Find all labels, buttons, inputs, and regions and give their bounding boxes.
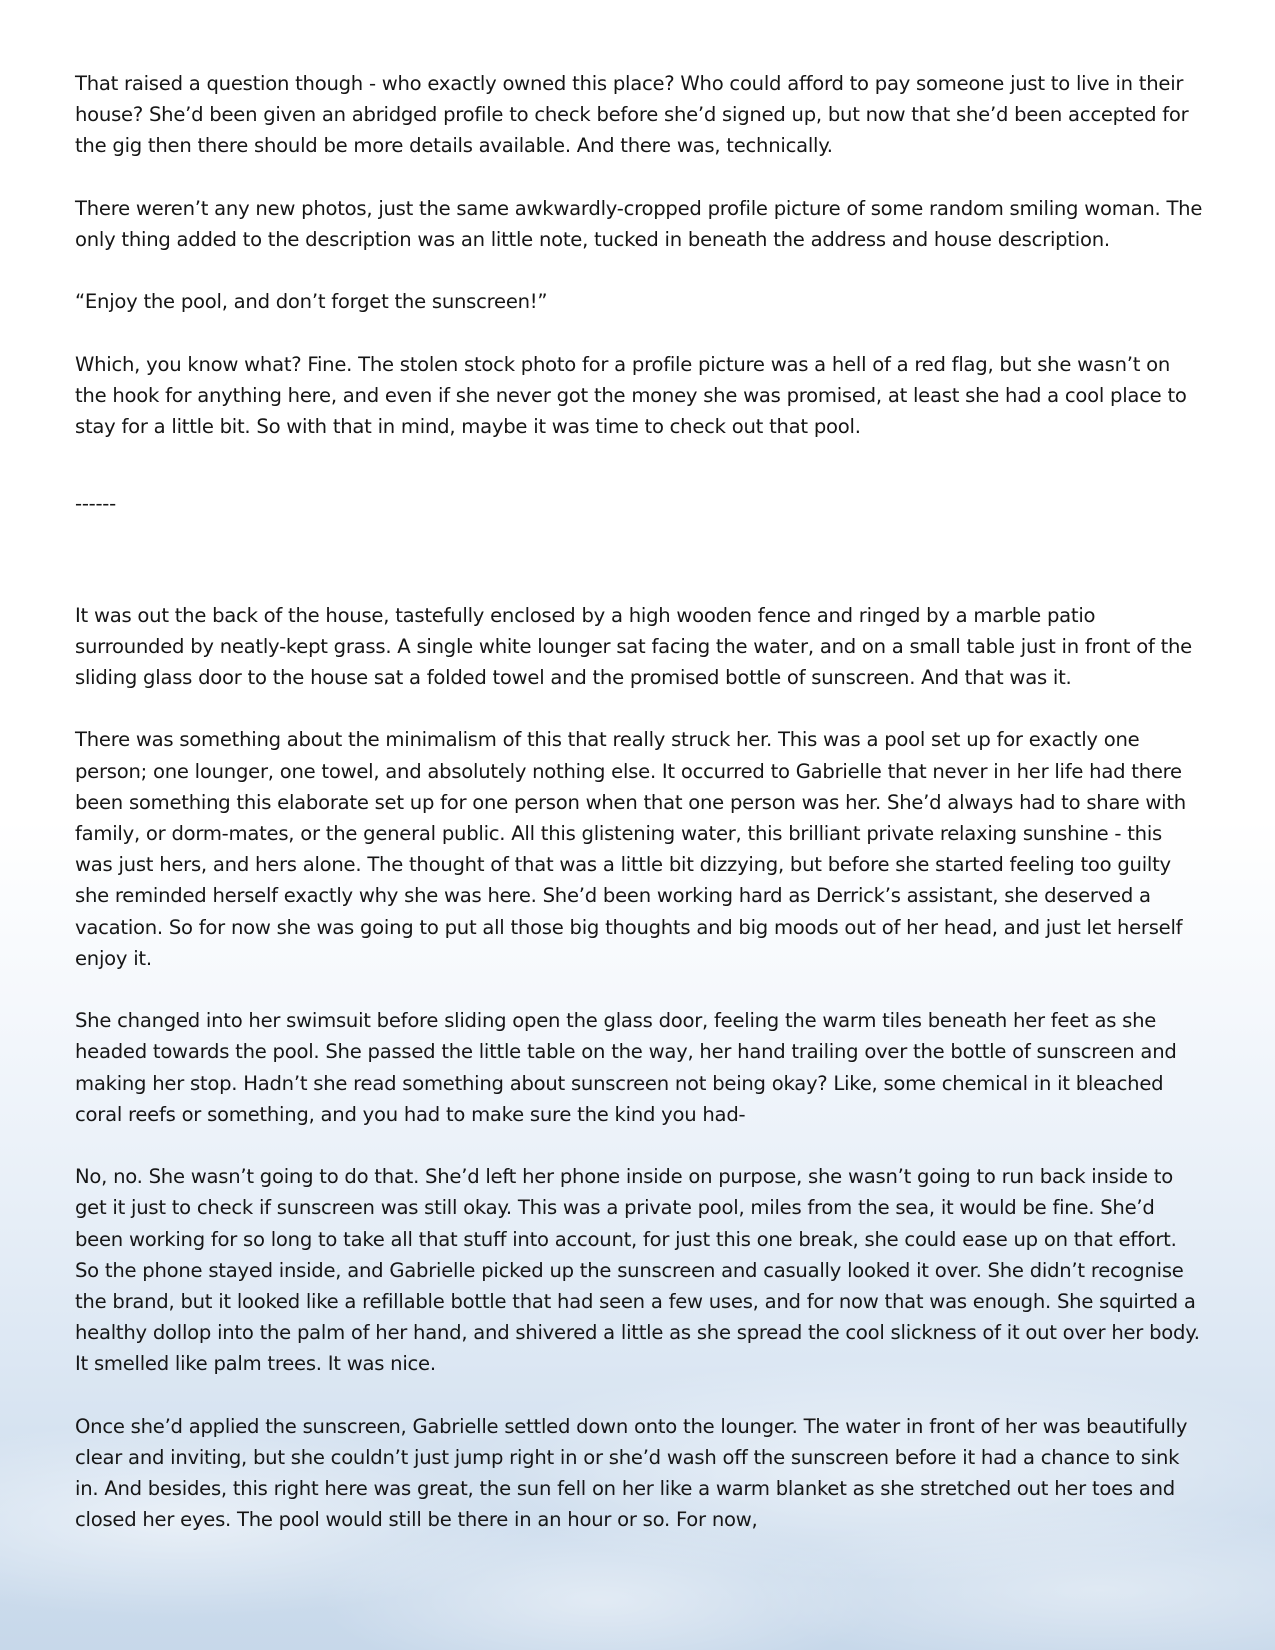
paragraph-9: Once she’d applied the sunscreen, Gabrielle settled down onto the lounger. The water in front of her was beautifully clear and inviting, but she couldn’t just jump right in or she’d wash off the sunscreen before it had a chance to sink in. And besides, this right here was great, the sun fell on her like a warm blanket as she stretched out her toes and closed her eyes. The pool would still be there in an hour or so. For now,: [75, 1414, 1188, 1532]
section-separator: ------: [75, 492, 116, 516]
paragraph-8: No, no. She wasn’t going to do that. She’d left her phone inside on purpose, she wasn’t going to run back inside to get it just to check if sunscreen was still okay. This was a private pool, miles from the sea, it would be fine. She’d been working for so long to take all that stuff into account, for just this one break, she could ease up on that effort. So the phone stayed inside, and Gabrielle picked up the sunscreen and casually looked it over. She didn’t recognise the brand, but it looked like a refillable bottle that had seen a few uses, and for now that was enough. She squirted a healthy dollop into the palm of her hand, and shivered a little as she spread the cool slickness of it out over her body. It smelled like palm trees. It was nice.: [75, 1165, 1200, 1376]
paragraph-4: Which, you know what? Fine. The stolen stock photo for a profile picture was a hell of a red flag, but she wasn’t on the hook for anything here, and even if she never got the money she was promised, at least she had a cool place to stay for a little bit. So with that in mind, maybe it was time to check out that pool.: [75, 352, 1187, 439]
paragraph-1: That raised a question though - who exactly owned this place? Who could afford to pay someone just to live in their house? She’d been given an abridged profile to check before she’d signed up, but now that she’d been accepted for the gig then there should be more details available. And there was, technically.: [75, 72, 1189, 158]
paragraph-6: There was something about the minimalism of this that really struck her. This was a pool set up for exactly one person; one lounger, one towel, and absolutely nothing else. It occurred to Gabrielle that never in her life had there been something this elaborate set up for one person when that one person was her. She’d always had to share with family, or dorm-mates, or the general public. All this glistening water, this brilliant private relaxing sunshine - this was just hers, and hers alone. The thought of that was a little bit dizzying, but before she started feeling too guilty she reminded herself exactly why she was here. She’d been working hard as Derrick’s assistant, she deserved a vacation. So for now she was going to put all those big thoughts and big moods out of her head, and just let herself enjoy it.: [75, 728, 1186, 970]
paragraph-5: It was out the back of the house, tastefully enclosed by a high wooden fence and ringed by a marble patio surrounded by neatly-kept grass. A single white lounger sat facing the water, and on a small table just in front of the sliding glass door to the house sat a folded towel and the promised bottle of sunscreen. And that was it.: [75, 603, 1192, 689]
paragraph-3: “Enjoy the pool, and don’t forget the sunscreen!”: [75, 290, 548, 314]
paragraph-7: She changed into her swimsuit before sliding open the glass door, feeling the warm tiles beneath her feet as she headed towards the pool. She passed the little table on the way, her hand trailing over the bottle of sunscreen and making her stop. Hadn’t she read something about sunscreen not being okay? Like, some chemical in it bleached coral reefs or something, and you had to make sure the kind you had-: [75, 1009, 1177, 1126]
body-text: [75, 68, 1205, 1567]
paragraph-2: There weren’t any new photos, just the same awkwardly-cropped profile picture of some random smiling woman. The only thing added to the description was an little note, tucked in beneath the address and house description.: [75, 196, 1203, 251]
